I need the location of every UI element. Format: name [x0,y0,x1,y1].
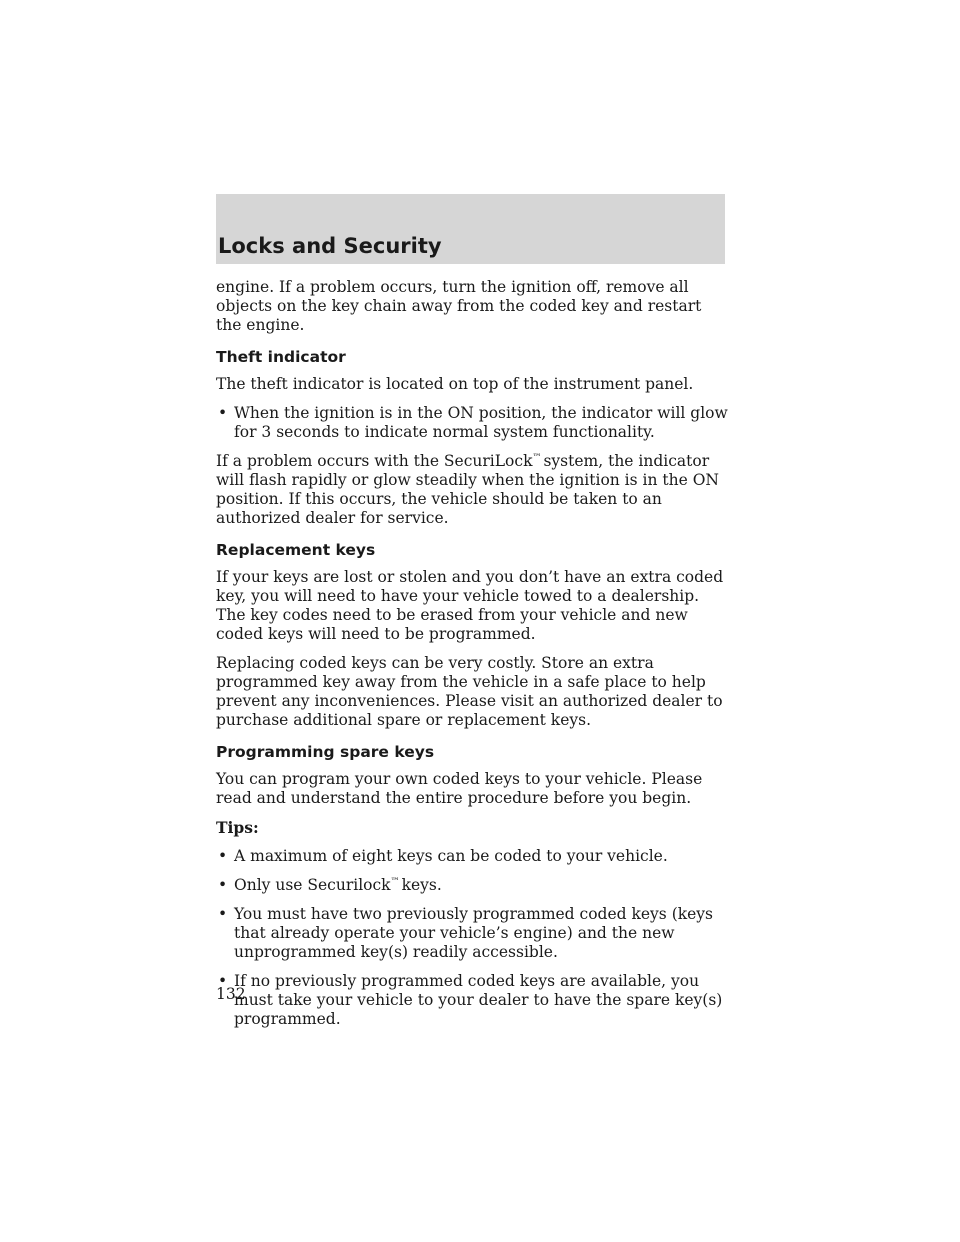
paragraph-text: system, the indicator will flash rapidly or glow steadily when the ignition is in the ON position. If this occurs, the vehicle should be taken to an authorized dealer for service. [216,452,719,527]
page-content [216,278,731,1039]
list-item-text: Only use Securilock [234,876,391,894]
theft-indicator-list [216,404,731,442]
tips-list [216,847,731,1029]
bullet-icon: • [218,876,228,894]
list-item [216,876,731,895]
paragraph-text: If a problem occurs with the SecuriLock [216,452,533,470]
list-item-text: keys. [401,876,442,894]
replacement-keys-paragraph-1: If your keys are lost or stolen and you don’t have an extra coded key, you will need to have your vehicle towed to a dealership. The key codes need to be erased from your vehicle and new coded keys will need to be programmed. [216,568,724,643]
bullet-icon: • [218,972,228,990]
list-item [216,404,731,442]
theft-indicator-heading: Theft indicator [216,348,346,366]
programming-spare-keys-heading: Programming spare keys [216,743,435,761]
bullet-icon: • [218,847,228,865]
list-item [216,847,731,866]
list-item-text: A maximum of eight keys can be coded to your vehicle. [234,847,668,865]
list-item [216,905,731,962]
programming-paragraph: You can program your own coded keys to your vehicle. Please read and understand the entire procedure before you begin. [216,770,703,807]
replacement-keys-paragraph-2: Replacing coded keys can be very costly. Store an extra programmed key away from the vehicle in a safe place to help prevent any inconveniences. Please visit an authorized dealer to purchase additional spare or replacement keys. [216,654,723,729]
bullet-icon: • [218,404,228,422]
tips-label: Tips: [216,818,259,837]
section-title: Locks and Security [218,234,442,258]
intro-paragraph: engine. If a problem occurs, turn the ignition off, remove all objects on the key chain away from the coded key and restart the engine. [216,278,702,334]
page-number: 132 [216,985,246,1003]
bullet-icon: • [218,905,228,923]
list-item-text: When the ignition is in the ON position, the indicator will glow for 3 seconds to indicate normal system functionality. [234,404,728,441]
theft-problem-paragraph [216,452,731,528]
trademark-icon: ™ [532,452,542,463]
replacement-keys-heading: Replacement keys [216,541,376,559]
list-item-text: You must have two previously programmed coded keys (keys that already operate your vehicle’s engine) and the new unprogrammed key(s) readily accessible. [234,905,714,961]
theft-indicator-paragraph: The theft indicator is located on top of the instrument panel. [216,375,694,393]
list-item [216,972,731,1029]
list-item-text: If no previously programmed coded keys are available, you must take your vehicle to your dealer to have the spare key(s) programmed. [234,972,723,1028]
trademark-icon: ™ [390,876,400,887]
